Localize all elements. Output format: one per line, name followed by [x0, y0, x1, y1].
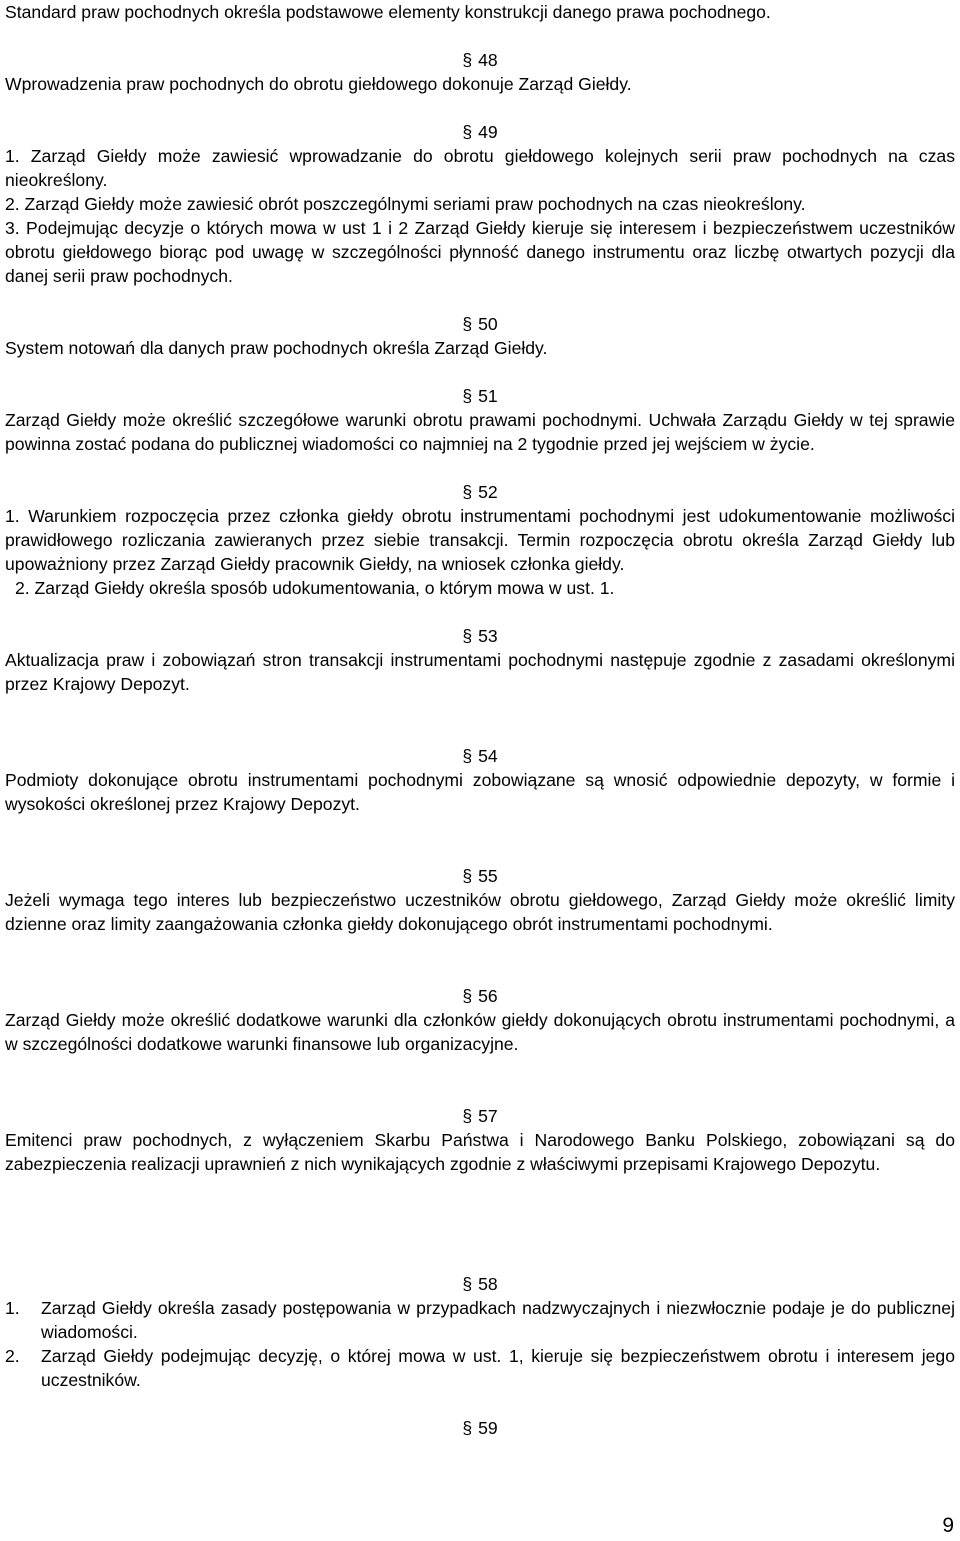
paragraph: Emitenci praw pochodnych, z wyłączeniem Skarbu Państwa i Narodowego Banku Polskiego, zobowiązani są do zabezpieczenia realizacji uprawnień z nich wynikających zgodnie z właściwymi przepisami Krajowego Depozytu.: [5, 1130, 955, 1174]
section-heading-53: [5, 624, 955, 648]
paragraph: 3. Podejmując decyzje o których mowa w ust 1 i 2 Zarząd Giełdy kieruje się interesem i bezpieczeństwem uczestników obrotu giełdowego biorąc pod uwagę w szczególności płynność danego instrumentu oraz liczbę otwartych pozycji dla danej serii praw pochodnych.: [5, 218, 955, 286]
section-heading-57: [5, 1104, 955, 1128]
section-sign: §: [462, 314, 473, 334]
section-sign: §: [462, 1274, 473, 1294]
section-number: 54: [478, 746, 498, 766]
paragraph: 2. Zarząd Giełdy może zawiesić obrót poszczególnymi seriami praw pochodnych na czas nieokreślony.: [5, 194, 806, 214]
section-sign: §: [462, 482, 473, 502]
section-number: 58: [478, 1274, 498, 1294]
section-heading-52: [5, 480, 955, 504]
paragraph: Jeżeli wymaga tego interes lub bezpieczeństwo uczestników obrotu giełdowego, Zarząd Giełdy może określić limity dzienne oraz limity zaangażowania członka giełdy dokonującego obrót instrumentami pochodnymi.: [5, 890, 955, 934]
section-number: 51: [478, 386, 498, 406]
list-item: [5, 1344, 955, 1392]
section-sign: §: [462, 1418, 473, 1438]
section-sign: §: [462, 746, 473, 766]
list-item-text: Zarząd Giełdy podejmując decyzję, o której mowa w ust. 1, kieruje się bezpieczeństwem obrotu i interesem jego uczestników.: [41, 1346, 955, 1390]
document-body: [5, 0, 955, 1440]
list-item: [5, 1296, 955, 1344]
paragraph: Wprowadzenia praw pochodnych do obrotu giełdowego dokonuje Zarząd Giełdy.: [5, 74, 632, 94]
section-heading-51: [5, 384, 955, 408]
paragraph: Podmioty dokonujące obrotu instrumentami pochodnymi zobowiązane są wnosić odpowiednie depozyty, w formie i wysokości określonej przez Krajowy Depozyt.: [5, 770, 955, 814]
section-sign: §: [462, 386, 473, 406]
section-sign: §: [462, 866, 473, 886]
section-heading-49: [5, 120, 955, 144]
section-heading-58: [5, 1272, 955, 1296]
section-number: 50: [478, 314, 498, 334]
paragraph: System notowań dla danych praw pochodnych określa Zarząd Giełdy.: [5, 338, 548, 358]
section-heading-54: [5, 744, 955, 768]
paragraph: 2. Zarząd Giełdy określa sposób udokumentowania, o którym mowa w ust. 1.: [15, 578, 615, 598]
section-sign: §: [462, 1106, 473, 1126]
section-heading-56: [5, 984, 955, 1008]
page-number: 9: [942, 1514, 954, 1537]
section-number: 48: [478, 50, 498, 70]
section-sign: §: [462, 122, 473, 142]
section-heading-50: [5, 312, 955, 336]
section-sign: §: [462, 50, 473, 70]
section-number: 53: [478, 626, 498, 646]
section-number: 49: [478, 122, 498, 142]
list-item-number: 2.: [5, 1346, 20, 1366]
section-number: 57: [478, 1106, 498, 1126]
section-number: 59: [478, 1418, 498, 1438]
paragraph: Zarząd Giełdy może określić dodatkowe warunki dla członków giełdy dokonujących obrotu instrumentami pochodnymi, a w szczególności dodatkowe warunki finansowe lub organizacyjne.: [5, 1010, 955, 1054]
section-number: 56: [478, 986, 498, 1006]
section-heading-59: [5, 1416, 955, 1440]
list-item-number: 1.: [5, 1298, 20, 1318]
section-heading-55: [5, 864, 955, 888]
section-number: 52: [478, 482, 498, 502]
paragraph: 1. Zarząd Giełdy może zawiesić wprowadzanie do obrotu giełdowego kolejnych serii praw pochodnych na czas nieokreślony.: [5, 146, 955, 190]
list-item-text: Zarząd Giełdy określa zasady postępowania w przypadkach nadzwyczajnych i niezwłocznie podaje je do publicznej wiadomości.: [41, 1298, 955, 1342]
section-sign: §: [462, 626, 473, 646]
section-number: 55: [478, 866, 498, 886]
section-sign: §: [462, 986, 473, 1006]
paragraph: Aktualizacja praw i zobowiązań stron transakcji instrumentami pochodnymi następuje zgodnie z zasadami określonymi przez Krajowy Depozyt.: [5, 650, 955, 694]
section-heading-48: [5, 48, 955, 72]
paragraph: 1. Warunkiem rozpoczęcia przez członka giełdy obrotu instrumentami pochodnymi jest udokumentowanie możliwości prawidłowego rozliczania zawieranych przez siebie transakcji. Termin rozpoczęcia obrotu określa Zarząd Giełdy lub upoważniony przez Zarząd Giełdy pracownik Giełdy, na wniosek członka giełdy.: [5, 506, 955, 574]
intro-paragraph: Standard praw pochodnych określa podstawowe elementy konstrukcji danego prawa pochodnego.: [5, 2, 771, 22]
paragraph: Zarząd Giełdy może określić szczegółowe warunki obrotu prawami pochodnymi. Uchwała Zarządu Giełdy w tej sprawie powinna zostać podana do publicznej wiadomości co najmniej na 2 tygodnie przed jej wejściem w życie.: [5, 410, 955, 454]
